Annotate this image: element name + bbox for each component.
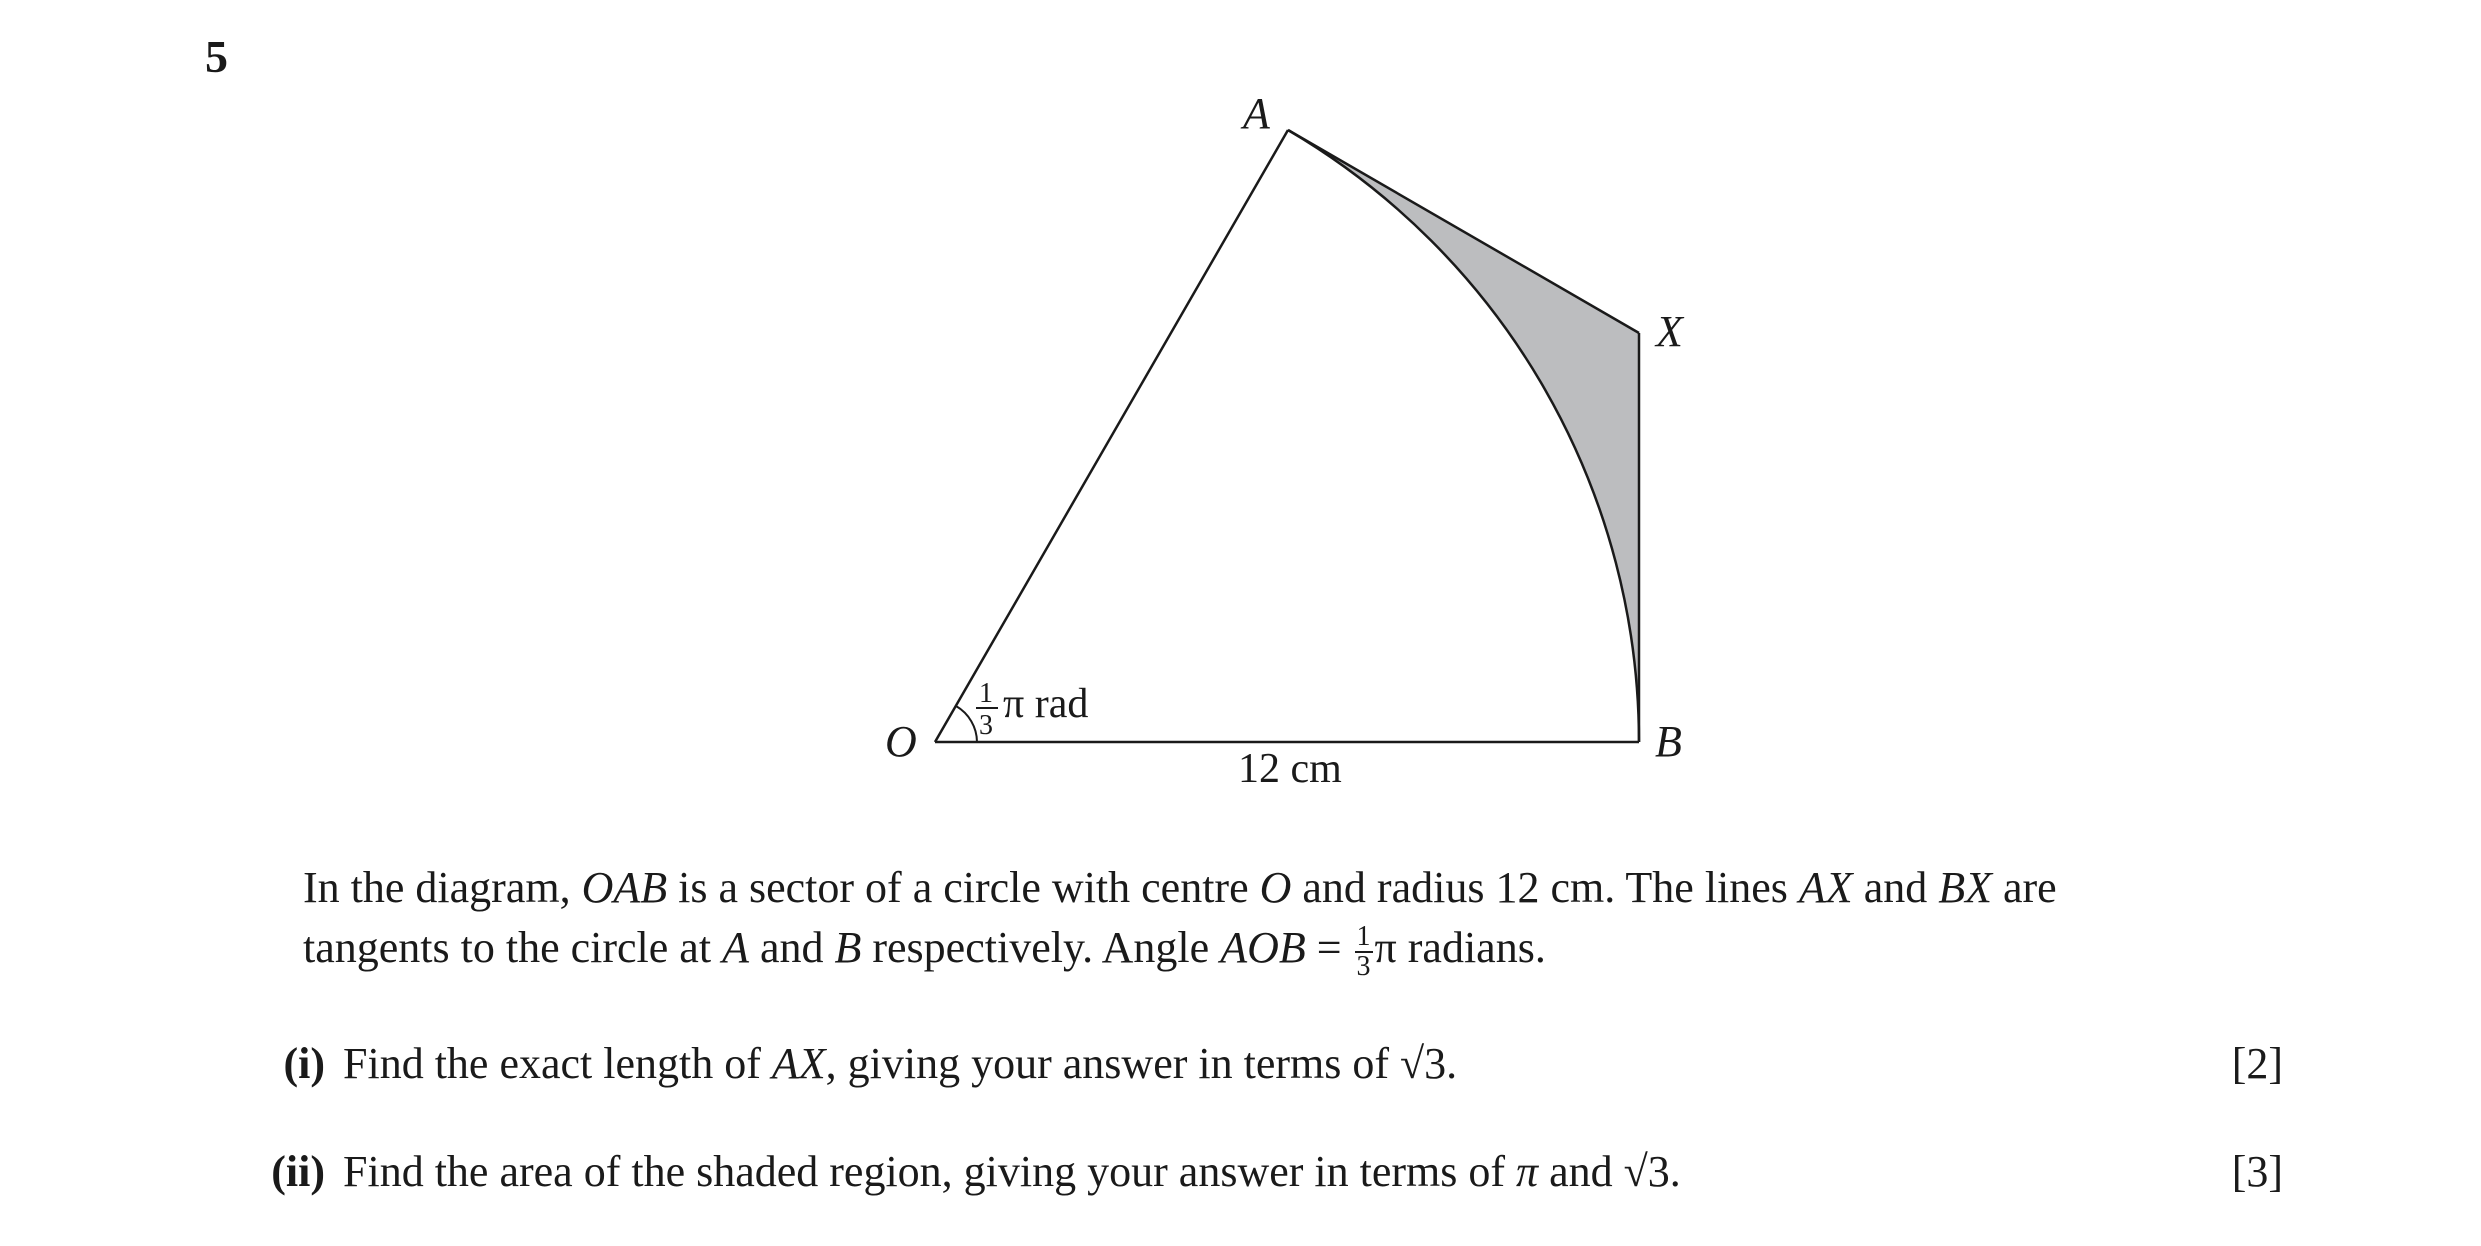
tangent-AX [1288, 130, 1639, 333]
label-B: B [1655, 717, 1682, 766]
question-number: 5 [205, 31, 228, 82]
angle-arc-O [956, 706, 977, 742]
part-i-label: (i) [283, 1039, 325, 1088]
part-ii-marks: [3] [2231, 1147, 2283, 1196]
shaded-region [1288, 130, 1639, 742]
part-i [240, 1034, 1457, 1094]
stem-line-1: In the diagram, OAB is a sector of a circle with centre O and radius 12 cm. The lines AX and BX are [303, 863, 2057, 912]
fraction-one-third: $\frac{1}{3}$ [1356, 920, 1371, 982]
label-X: X [1656, 307, 1683, 356]
angle-label-unit: π rad [1003, 681, 1089, 727]
part-i-marks: [2] [2231, 1039, 2283, 1088]
radius-label: 12 cm [1238, 746, 1342, 792]
label-O: O [885, 717, 917, 766]
part-ii-text: Find the area of the shaded region, giving your answer in terms of π and √3. [343, 1147, 1681, 1196]
question-stem [303, 858, 2283, 981]
part-ii-label: (ii) [271, 1147, 325, 1196]
stem-line-2: tangents to the circle at A and B respectively. Angle AOB = $\frac{1}{3}$ π radians. [303, 920, 1546, 982]
part-ii [240, 1142, 1681, 1202]
angle-label-denominator: 3 [979, 710, 993, 741]
angle-label-numerator: 1 [979, 678, 993, 709]
radius-OA [935, 130, 1288, 742]
part-i-text: Find the exact length of AX, giving your answer in terms of √3. [343, 1039, 1458, 1088]
label-A: A [1243, 89, 1270, 138]
